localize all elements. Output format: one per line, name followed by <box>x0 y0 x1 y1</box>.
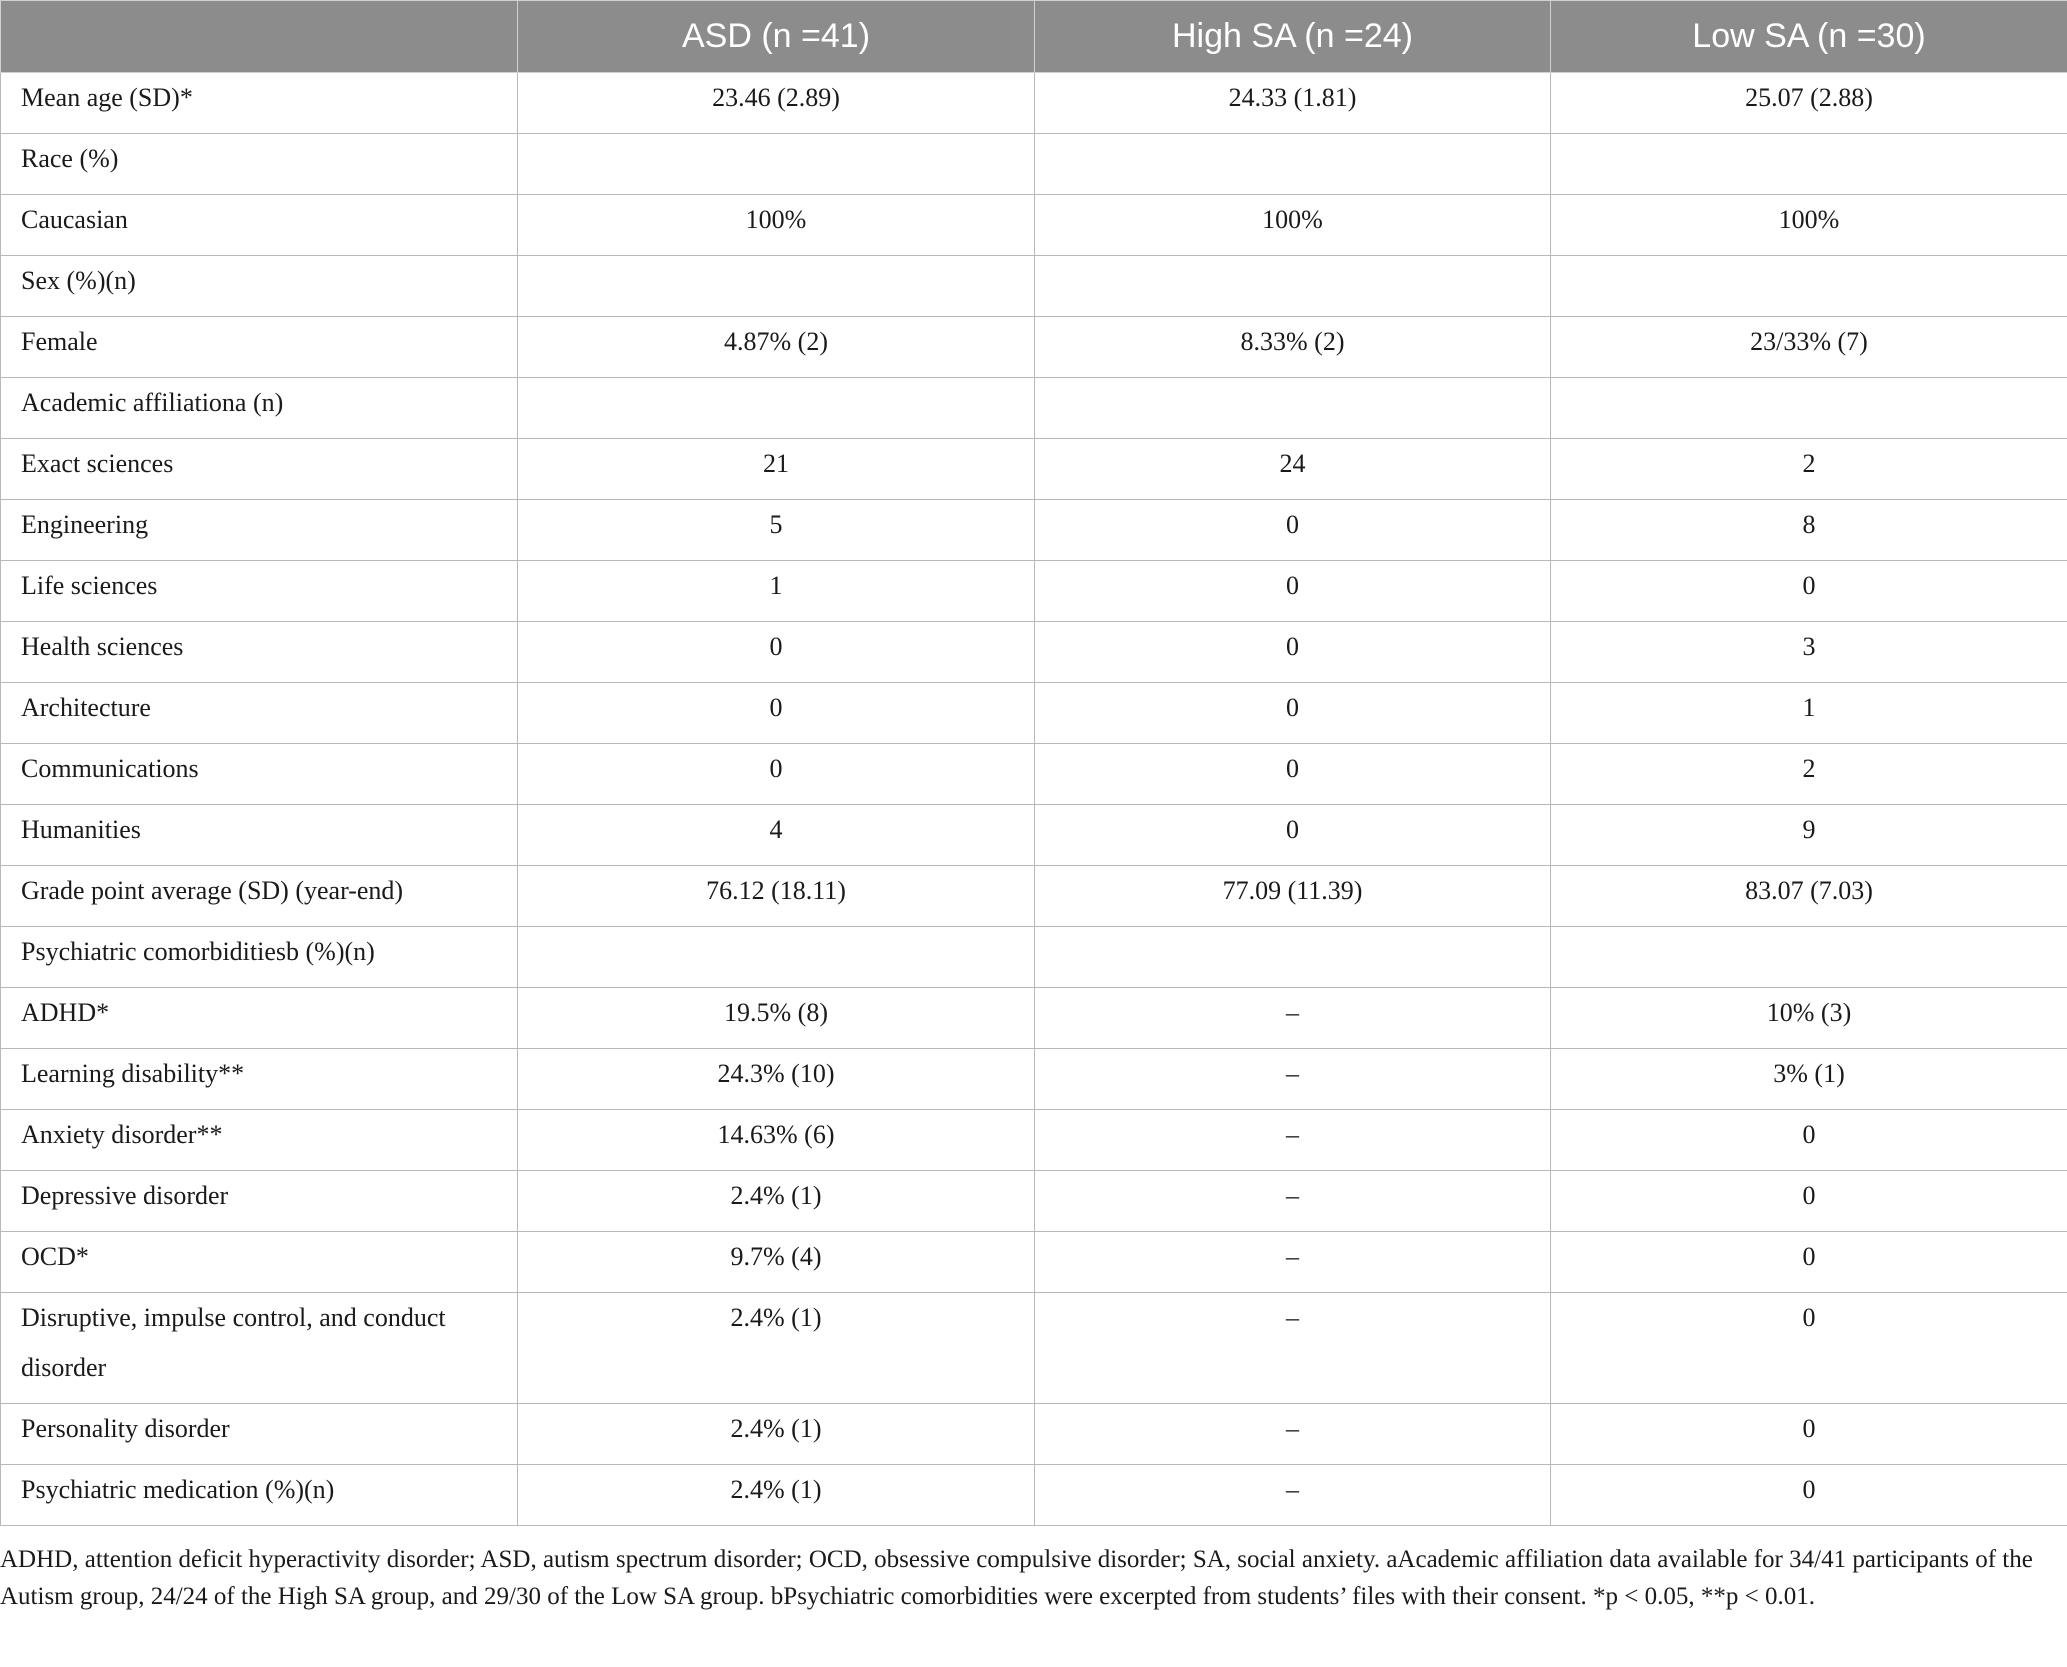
cell-low-sa: 0 <box>1551 561 2067 622</box>
table-row <box>1 927 2067 988</box>
cell-asd: 9.7% (4) <box>518 1232 1035 1293</box>
cell-asd: 0 <box>518 744 1035 805</box>
cell-high-sa: 0 <box>1035 500 1551 561</box>
cell-asd: 23.46 (2.89) <box>518 73 1035 134</box>
cell-asd: 14.63% (6) <box>518 1110 1035 1171</box>
header-empty <box>1 1 518 73</box>
cell-asd <box>518 256 1035 317</box>
table-row <box>1 1293 2067 1404</box>
cell-high-sa: – <box>1035 1049 1551 1110</box>
table-row <box>1 1110 2067 1171</box>
row-label: Mean age (SD)* <box>1 73 518 134</box>
cell-low-sa: 25.07 (2.88) <box>1551 73 2067 134</box>
row-label: Health sciences <box>1 622 518 683</box>
cell-high-sa: – <box>1035 1404 1551 1465</box>
cell-low-sa <box>1551 927 2067 988</box>
row-label: Exact sciences <box>1 439 518 500</box>
cell-high-sa: 0 <box>1035 744 1551 805</box>
row-label: Personality disorder <box>1 1404 518 1465</box>
cell-asd: 100% <box>518 195 1035 256</box>
cell-low-sa: 83.07 (7.03) <box>1551 866 2067 927</box>
row-label: Academic affiliationa (n) <box>1 378 518 439</box>
cell-high-sa: – <box>1035 1293 1551 1404</box>
row-label: Race (%) <box>1 134 518 195</box>
cell-high-sa: 0 <box>1035 683 1551 744</box>
cell-high-sa: 0 <box>1035 805 1551 866</box>
cell-high-sa <box>1035 134 1551 195</box>
cell-high-sa: 0 <box>1035 622 1551 683</box>
cell-asd <box>518 378 1035 439</box>
cell-high-sa: 24 <box>1035 439 1551 500</box>
cell-low-sa: 3 <box>1551 622 2067 683</box>
table-row <box>1 195 2067 256</box>
table-row <box>1 866 2067 927</box>
table-row <box>1 622 2067 683</box>
row-label: Female <box>1 317 518 378</box>
cell-high-sa: 77.09 (11.39) <box>1035 866 1551 927</box>
cell-asd <box>518 927 1035 988</box>
row-label: Psychiatric comorbiditiesb (%)(n) <box>1 927 518 988</box>
row-label: Sex (%)(n) <box>1 256 518 317</box>
header-high-sa: High SA (n =24) <box>1035 1 1551 73</box>
row-label: OCD* <box>1 1232 518 1293</box>
table-header-row <box>1 1 2067 73</box>
row-label: ADHD* <box>1 988 518 1049</box>
table-row <box>1 1171 2067 1232</box>
cell-low-sa: 23/33% (7) <box>1551 317 2067 378</box>
table-row <box>1 500 2067 561</box>
row-label: Disruptive, impulse control, and conduct disorder <box>1 1293 518 1404</box>
table-row <box>1 317 2067 378</box>
table-row <box>1 1465 2067 1526</box>
cell-high-sa: – <box>1035 988 1551 1049</box>
table-row <box>1 1404 2067 1465</box>
table-row <box>1 256 2067 317</box>
cell-low-sa: 0 <box>1551 1293 2067 1404</box>
row-label: Humanities <box>1 805 518 866</box>
cell-high-sa: 8.33% (2) <box>1035 317 1551 378</box>
cell-low-sa: 100% <box>1551 195 2067 256</box>
cell-low-sa: 0 <box>1551 1232 2067 1293</box>
cell-asd: 0 <box>518 622 1035 683</box>
table-row <box>1 1049 2067 1110</box>
cell-low-sa: 0 <box>1551 1465 2067 1526</box>
cell-low-sa: 0 <box>1551 1404 2067 1465</box>
cell-asd: 21 <box>518 439 1035 500</box>
cell-asd <box>518 134 1035 195</box>
row-label: Psychiatric medication (%)(n) <box>1 1465 518 1526</box>
table-row <box>1 1232 2067 1293</box>
header-low-sa: Low SA (n =30) <box>1551 1 2067 73</box>
cell-asd: 2.4% (1) <box>518 1293 1035 1404</box>
cell-low-sa: 0 <box>1551 1110 2067 1171</box>
table-row <box>1 561 2067 622</box>
cell-low-sa <box>1551 256 2067 317</box>
row-label: Communications <box>1 744 518 805</box>
table-row <box>1 805 2067 866</box>
cell-low-sa <box>1551 378 2067 439</box>
row-label: Grade point average (SD) (year-end) <box>1 866 518 927</box>
cell-low-sa: 0 <box>1551 1171 2067 1232</box>
table-row <box>1 988 2067 1049</box>
cell-high-sa: – <box>1035 1110 1551 1171</box>
cell-high-sa: 100% <box>1035 195 1551 256</box>
cell-low-sa: 2 <box>1551 439 2067 500</box>
row-label: Learning disability** <box>1 1049 518 1110</box>
row-label: Engineering <box>1 500 518 561</box>
cell-low-sa: 2 <box>1551 744 2067 805</box>
row-label: Depressive disorder <box>1 1171 518 1232</box>
cell-high-sa <box>1035 256 1551 317</box>
header-asd: ASD (n =41) <box>518 1 1035 73</box>
cell-asd: 76.12 (18.11) <box>518 866 1035 927</box>
table-row <box>1 73 2067 134</box>
row-label: Anxiety disorder** <box>1 1110 518 1171</box>
cell-low-sa <box>1551 134 2067 195</box>
cell-asd: 5 <box>518 500 1035 561</box>
row-label: Life sciences <box>1 561 518 622</box>
cell-asd: 19.5% (8) <box>518 988 1035 1049</box>
cell-low-sa: 1 <box>1551 683 2067 744</box>
table-row <box>1 439 2067 500</box>
cell-high-sa: – <box>1035 1465 1551 1526</box>
table-row <box>1 683 2067 744</box>
cell-high-sa: 24.33 (1.81) <box>1035 73 1551 134</box>
cell-asd: 1 <box>518 561 1035 622</box>
table-row <box>1 378 2067 439</box>
row-label: Architecture <box>1 683 518 744</box>
cell-asd: 2.4% (1) <box>518 1171 1035 1232</box>
cell-low-sa: 8 <box>1551 500 2067 561</box>
cell-low-sa: 9 <box>1551 805 2067 866</box>
cell-asd: 2.4% (1) <box>518 1465 1035 1526</box>
cell-low-sa: 3% (1) <box>1551 1049 2067 1110</box>
table-footnote: ADHD, attention deficit hyperactivity disorder; ASD, autism spectrum disorder; OCD, obsessive compulsive disorder; SA, social anxiety. aAcademic affiliation data available for 34/41 participants of the Autism group, 24/24 of the High SA group, and 29/30 of the Low SA group. bPsychiatric comorbidities were excerpted from students’ files with their consent. *p < 0.05, **p < 0.01. <box>0 1546 2033 1610</box>
cell-asd: 0 <box>518 683 1035 744</box>
cell-asd: 4.87% (2) <box>518 317 1035 378</box>
cell-high-sa: – <box>1035 1171 1551 1232</box>
cell-asd: 4 <box>518 805 1035 866</box>
cell-high-sa: 0 <box>1035 561 1551 622</box>
table-row <box>1 134 2067 195</box>
cell-high-sa <box>1035 378 1551 439</box>
table-row <box>1 744 2067 805</box>
cell-asd: 24.3% (10) <box>518 1049 1035 1110</box>
cell-high-sa <box>1035 927 1551 988</box>
cell-high-sa: – <box>1035 1232 1551 1293</box>
cell-low-sa: 10% (3) <box>1551 988 2067 1049</box>
cell-asd: 2.4% (1) <box>518 1404 1035 1465</box>
row-label: Caucasian <box>1 195 518 256</box>
